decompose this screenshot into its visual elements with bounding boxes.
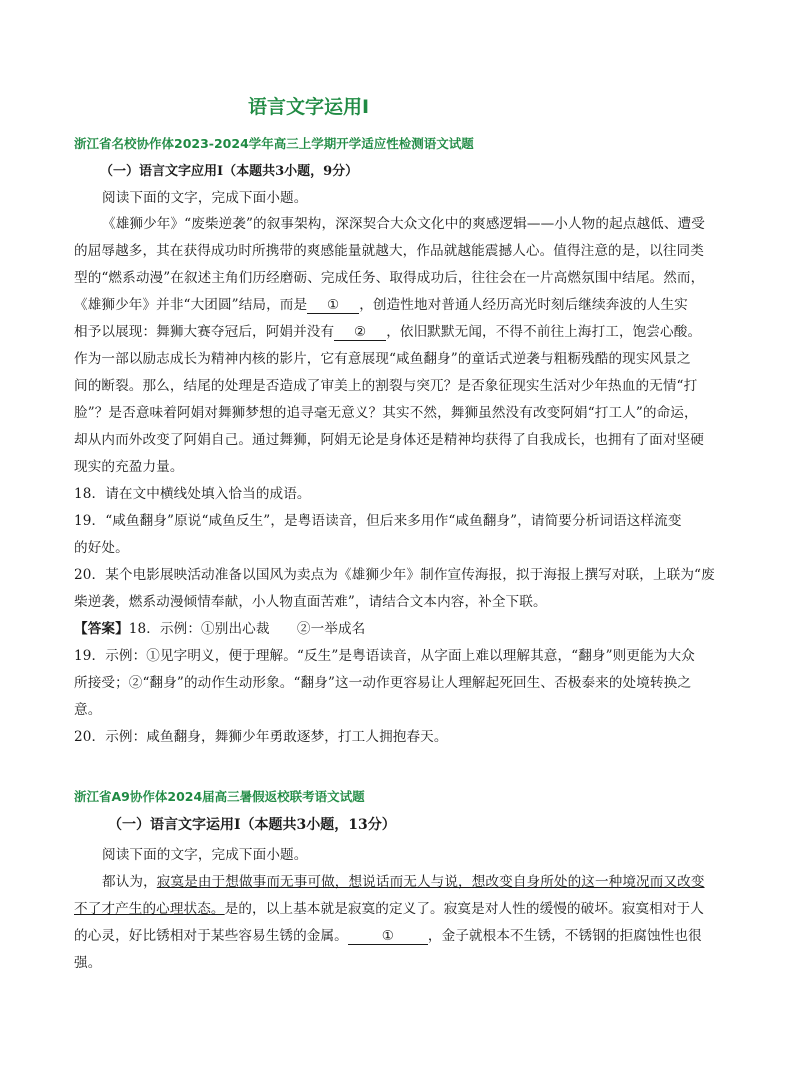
answer-19: 19．示例：①见字明义，便于理解。“反生”是粤语读音，从字面上难以理解其意，“翻身”则更能为大众 — [74, 648, 695, 664]
exam1-text: 《雄狮少年》并非“大团圆”结局，而是 — [74, 297, 308, 313]
exam2-underlined-text: 不了才产生的心理状态。 — [74, 901, 225, 917]
exam1-para-line — [74, 320, 701, 341]
answer-19-cont: 所接受；②“翻身”的动作生动形象。“翻身”这一动作更容易让人理解起死回生、否极泰来的处境转换之 — [74, 675, 692, 691]
exam1-text: ，依旧默默无闻，不得不前往上海打工，饱尝心酸。 — [386, 324, 702, 340]
exam2-para-line — [74, 897, 704, 917]
page-title: 语言文字运用Ⅰ — [248, 96, 370, 118]
question-18: 18．请在文中横线处填入恰当的成语。 — [74, 486, 311, 502]
exam1-source: 浙江省名校协作体2023-2024学年高三上学期开学适应性检测语文试题 — [74, 136, 474, 151]
exam2-instruction: 阅读下面的文字，完成下面小题。 — [102, 847, 308, 863]
exam1-para-line: 却从内而外改变了阿娟自己。通过舞狮，阿娟无论是身体还是精神均获得了自我成长，也拥有了面对坚硬 — [74, 432, 704, 448]
exam1-text: 相予以展现：舞狮大赛夺冠后，阿娟并没有 — [74, 324, 335, 340]
exam1-para-line: 作为一部以励志成长为精神内核的影片，它有意展现“咸鱼翻身”的童话式逆袭与粗粝残酷的现实风景之 — [74, 351, 691, 367]
exam1-instruction: 阅读下面的文字，完成下面小题。 — [102, 190, 308, 206]
exam1-para-line: 《雄狮少年》“废柴逆袭”的叙事架构，深深契合大众文化中的爽感逻辑——小人物的起点越低、遭受 — [102, 216, 705, 232]
question-20: 20．某个电影展映活动准备以国风为卖点为《雄狮少年》制作宣传海报，拟于海报上撰写对联，上联为“废 — [74, 567, 715, 583]
answer-19-cont: 意。 — [74, 702, 102, 718]
exam2-source: 浙江省A9协作体2024届高三暑假返校联考语文试题 — [74, 789, 365, 804]
exam1-section-heading: （一）语言文字应用Ⅰ（本题共3小题，9分） — [100, 164, 359, 179]
exam2-para-line — [74, 924, 702, 945]
exam1-para-line: 现实的充盈力量。 — [74, 459, 184, 475]
exam1-para-line: 脸”？是否意味着阿娟对舞狮梦想的追寻毫无意义？其实不然，舞狮虽然没有改变阿娟“打工人”的命运， — [74, 405, 698, 421]
exam2-underlined-text: 寂寞是由于想做事而无事可做，想说话而无人与说，想改变自身所处的这一种境况而又改变 — [156, 874, 705, 890]
exam2-text: 都认为， — [102, 874, 157, 890]
answer-label: 【答案】 — [74, 621, 129, 637]
question-20-cont: 柴逆袭，燃系动漫倾情奉献，小人物直面苦难”，请结合文本内容，补全下联。 — [74, 594, 547, 610]
exam2-para-line: 强。 — [74, 955, 102, 971]
fill-blank-2: ② — [334, 324, 386, 341]
answer-18-text: 18．示例：①别出心裁 ②一举成名 — [128, 621, 366, 637]
question-19-cont: 的好处。 — [74, 540, 129, 556]
exam1-para-line: 间的断裂。那么，结尾的处理是否造成了审美上的割裂与突兀？是否象征现实生活对少年热血的无情“打 — [74, 378, 698, 394]
exam2-section-heading: （一）语言文字运用Ⅰ（本题共3小题，13分） — [108, 817, 396, 833]
exam2-text: 是的，以上基本就是寂寞的定义了。寂寞是对人性的缓慢的破坏。寂寞相对于人 — [224, 901, 704, 917]
exam1-para-line: 型的“燃系动漫”在叙述主角们历经磨砺、完成任务、取得成功后，往往会在一片高燃氛围中结尾。然而， — [74, 270, 705, 286]
exam1-para-line — [74, 293, 688, 314]
exam1-para-line: 的屈辱越多，其在获得成功时所携带的爽感能量就越大，作品就越能震撼人心。值得注意的是，以往同类 — [74, 243, 704, 259]
exam2-text: ，金子就根本不生锈，不锈钢的拒腐蚀性也很 — [427, 928, 702, 944]
exam1-text: ，创造性地对普通人经历高光时刻后继续奔波的人生实 — [359, 297, 688, 313]
fill-blank-1: ① — [348, 928, 428, 945]
fill-blank-1: ① — [307, 297, 359, 314]
exam2-text: 的心灵，好比锈相对于某些容易生锈的金属。 — [74, 928, 348, 944]
answer-20: 20．示例：咸鱼翻身，舞狮少年勇敢逐梦，打工人拥抱春天。 — [74, 729, 448, 745]
exam2-para-line — [102, 870, 705, 890]
answer-18 — [74, 617, 365, 637]
question-19: 19．“咸鱼翻身”原说“咸鱼反生”，是粤语读音，但后来多用作“咸鱼翻身”，请简要分析词语这样流变 — [74, 513, 682, 529]
